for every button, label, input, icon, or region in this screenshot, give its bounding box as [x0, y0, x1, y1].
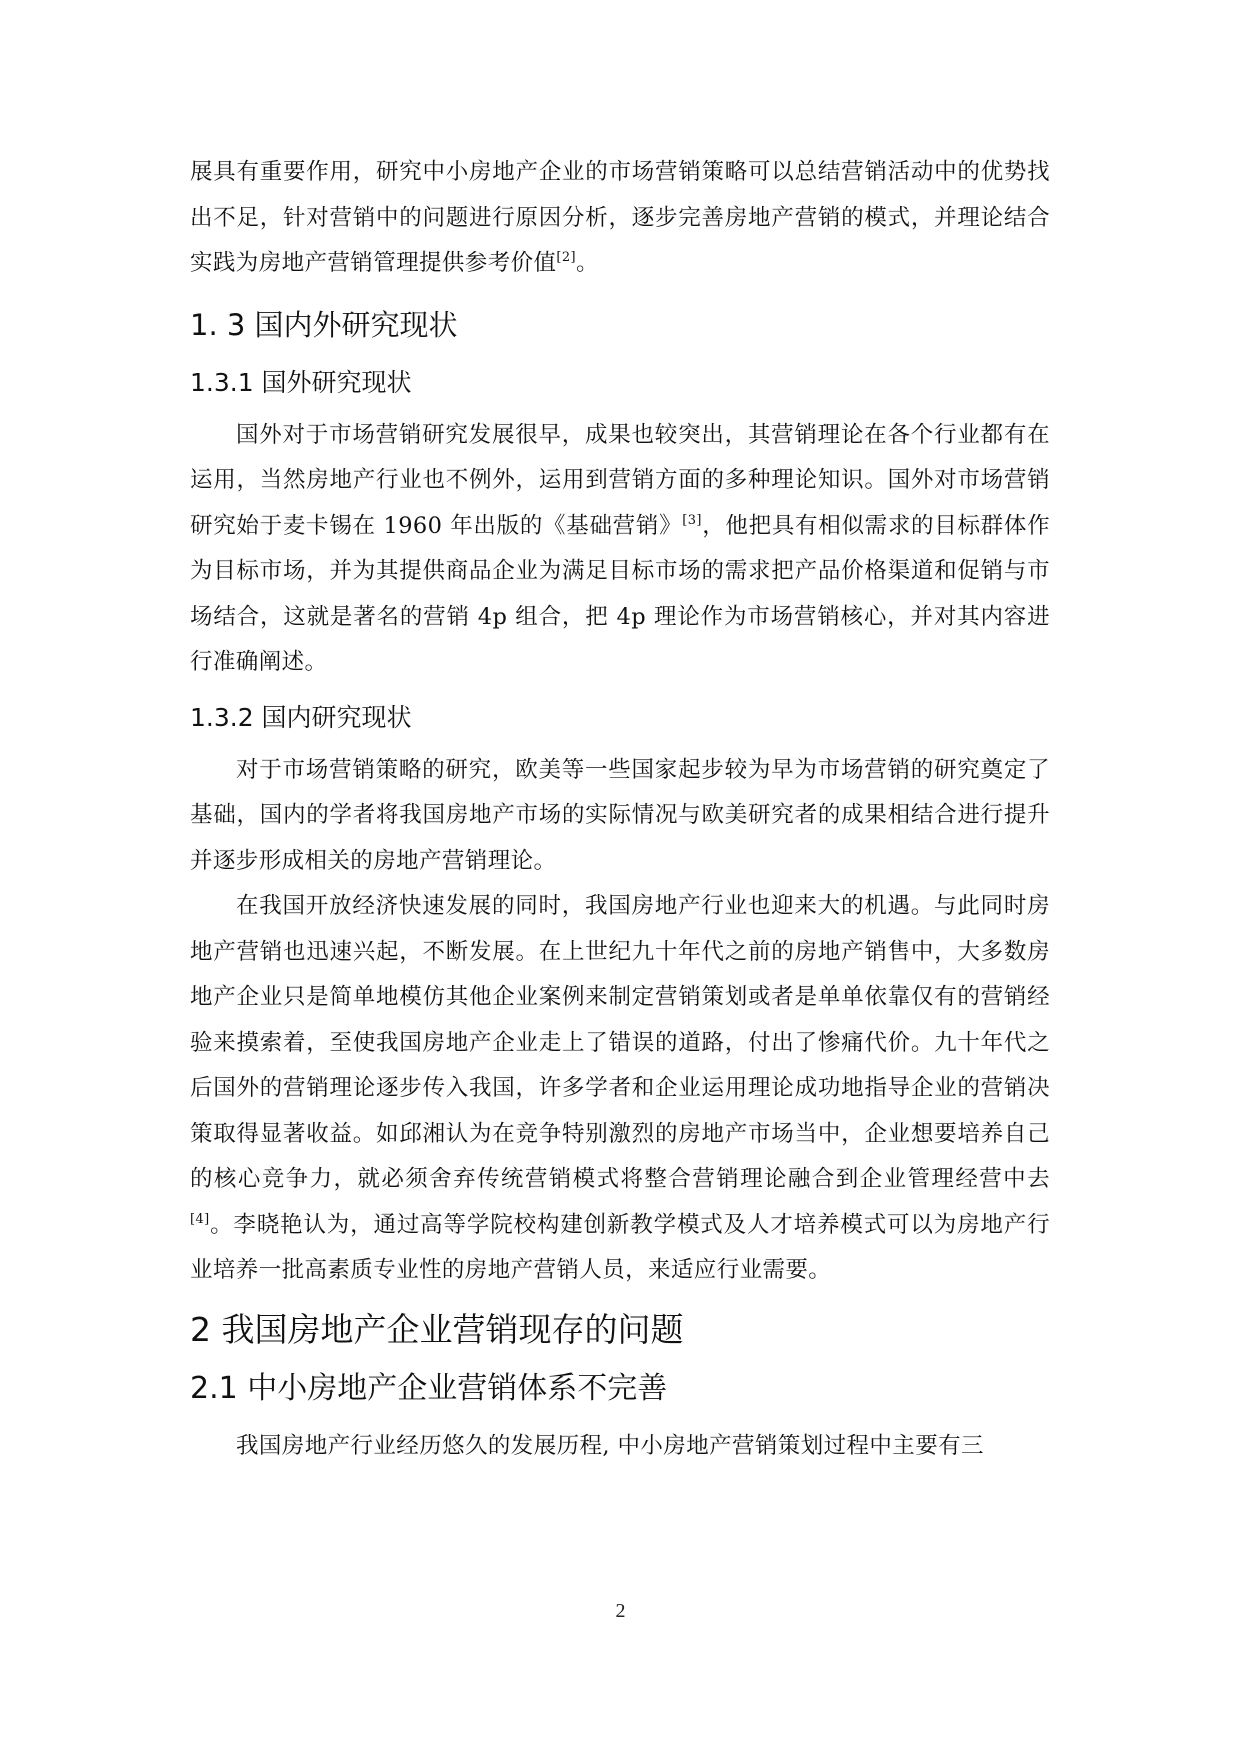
paragraph-text: 在我国开放经济快速发展的同时，我国房地产行业也迎来大的机遇。与此同时房地产营销也迅速兴起，不断发展。在上世纪九十年代之前的房地产销售中，大多数房地产企业只是简单地模仿其他企业案例来制定营销策划或者是单单依靠仅有的营销经验来摸索着，至使我国房地产企业走上了错误的道路，付出了惨痛代价。九十年代之后国外的营销理论逐步传入我国，许多学者和企业运用理论成功地指导企业的营销决策取得显著收益。如邱湘认为在竞争特别激烈的房地产市场当中，企业想要培养自己的核心竞争力，就必须舍弃传统营销模式将整合营销理论融合到企业管理经营中去 — [190, 893, 1050, 1192]
paragraph-text: 国外对于市场营销研究发展很早，成果也较突出，其营销理论在各个行业都有在运用，当然房地产行业也不例外，运用到营销方面的多种理论知识。国外对市场营销研究始于麦卡锡在 1960 年出版的《基础营销》 — [190, 421, 1050, 539]
section-heading-1-3: 1. 3 国内外研究现状 — [190, 307, 458, 342]
subsection-heading-1-3-1: 1.3.1 国外研究现状 — [190, 367, 412, 397]
paragraph-text: ，他把具有相似需求的目标群体作为目标市场，并为其提供商品企业为满足目标市场的需求把产品价格渠道和促销与市场结合，这就是著名的营销 4p 组合，把 4p 理论作为市场营销核心，并对其内容进行准确阐述。 — [190, 512, 1050, 675]
paragraph-2-1: 我国房地产行业经历悠久的发展历程, 中小房地产营销策划过程中主要有三 — [236, 1432, 984, 1459]
paragraph-foreign-research — [190, 413, 1050, 686]
subsection-heading-1-3-2: 1.3.2 国内研究现状 — [190, 702, 412, 732]
paragraph-domestic-research-2 — [190, 884, 1050, 1294]
paragraph-intro-continued — [190, 150, 1050, 287]
paragraph-text: 展具有重要作用，研究中小房地产企业的市场营销策略可以总结营销活动中的优势找出不足，针对营销中的问题进行原因分析，逐步完善房地产营销的模式，并理论结合实践为房地产营销管理提供参考价值 — [190, 159, 1050, 276]
paragraph-domestic-research-1: 对于市场营销策略的研究，欧美等一些国家起步较为早为市场营销的研究奠定了基础，国内的学者将我国房地产市场的实际情况与欧美研究者的成果相结合进行提升并逐步形成相关的房地产营销理论。 — [190, 756, 1050, 874]
document-page — [190, 150, 1050, 1469]
section-heading-2-1: 2.1 中小房地产企业营销体系不完善 — [190, 1370, 668, 1406]
paragraph-text: 。 — [576, 250, 599, 276]
citation-ref: [3] — [682, 512, 702, 528]
citation-ref: [4] — [190, 1211, 210, 1227]
chapter-heading-2: 2 我国房地产企业营销现存的问题 — [190, 1309, 684, 1349]
citation-ref: [2] — [556, 250, 577, 265]
page-number: 2 — [615, 1600, 626, 1622]
paragraph-text: 。李晓艳认为，通过高等学院校构建创新教学模式及人才培养模式可以为房地产行业培养一批高素质专业性的房地产营销人员，来适应行业需要。 — [190, 1211, 1050, 1283]
